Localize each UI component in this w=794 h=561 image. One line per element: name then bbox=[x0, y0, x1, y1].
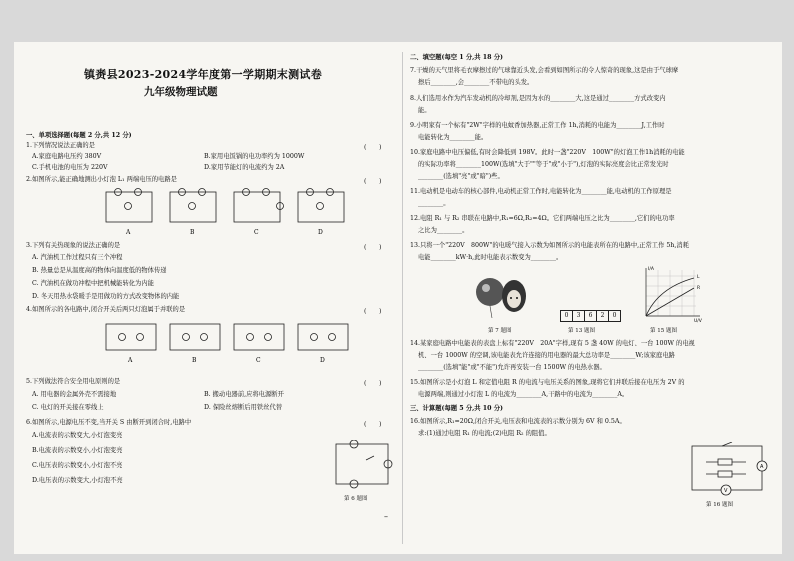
q9-line2: 电能转化为________能。 bbox=[418, 134, 488, 141]
meter-digit: 2 bbox=[597, 311, 609, 321]
q2-label-d: D bbox=[318, 229, 323, 236]
q1-option-d: D.家用节能灯的电流约为 2A bbox=[204, 164, 285, 171]
q4-label-d: D bbox=[320, 357, 325, 364]
q16-figure-caption: 第 16 题图 bbox=[706, 502, 733, 508]
q2-label-a: A bbox=[126, 229, 131, 236]
meter-digit: 6 bbox=[585, 311, 597, 321]
q7-balloon-figure bbox=[470, 268, 536, 320]
q5-option-c: C. 电灯的开关接在零线上 bbox=[32, 404, 104, 411]
page-dot: – bbox=[384, 512, 388, 521]
section1-heading: 一、单项选择题(每题 2 分,共 12 分) bbox=[26, 132, 132, 139]
q9-line1: 9.小明家有一个标有"2W"字样的电蚊香加热器,正常工作 1h,消耗的电能为________J,工作时 bbox=[410, 122, 665, 129]
q12-line1: 12.电阻 R₁ 与 R₂ 串联在电路中,R₁=6Ω,R₂=4Ω。它们两端电压之比为________,它们的电功率 bbox=[410, 215, 675, 222]
q13-meter-display bbox=[560, 310, 621, 322]
q3-option-a: A. 汽油机工作过程只有三个冲程 bbox=[32, 254, 123, 261]
q4-label-c: C bbox=[256, 357, 261, 364]
q3-option-d: D. 冬天用热水袋暖手是用做功的方式改变物体的内能 bbox=[32, 293, 180, 300]
q4-circuit-diagrams bbox=[104, 316, 364, 366]
meter-digit: 0 bbox=[561, 311, 573, 321]
q7-line1: 7.干燥的天气里将毛衣摩擦过的气球靠近头发,会看到如图所示的令人惊奇的现象,这是由于气球摩 bbox=[410, 67, 679, 74]
q6-stem: 6.如图所示,电源电压不变,当开关 S 由断开到闭合时,电路中 bbox=[26, 419, 192, 426]
svg-text:V: V bbox=[724, 488, 728, 494]
q12-line2: 之比为________。 bbox=[418, 227, 469, 234]
q11-line2: ________。 bbox=[418, 200, 450, 207]
q6-figure-caption: 第 6 题图 bbox=[344, 496, 368, 502]
q16-line1: 16.如图所示,R₁=20Ω,闭合开关,电压表和电流表的示数分别为 6V 和 0.5A。 bbox=[410, 418, 626, 425]
exam-subtitle: 九年级物理试题 bbox=[144, 86, 218, 98]
q5-option-b: B. 搬动电器前,应将电源断开 bbox=[204, 391, 284, 398]
section3-heading: 三、计算题(每题 5 分,共 10 分) bbox=[410, 405, 504, 412]
q14-line3: ________(选填"能"或"不能")允许再安装一台 1500W 的电热水器。 bbox=[418, 364, 606, 371]
q6-option-d: D.电压表的示数变大,小灯泡不亮 bbox=[32, 477, 123, 484]
q1-answer-paren: ( ) bbox=[364, 144, 382, 151]
q14-line1: 14.某家庭电路中电能表的表盘上标有"220V 20A"字样,现有 5 盏 40W 的电灯、一台 100W 的电视 bbox=[410, 340, 695, 347]
q5-option-a: A. 用电器的金属外壳不需接地 bbox=[32, 391, 117, 398]
q3-option-c: C. 汽油机在做功冲程中把机械能转化为内能 bbox=[32, 280, 154, 287]
q4-answer-paren: ( ) bbox=[364, 308, 382, 315]
q6-option-b: B.电流表的示数变小,小灯泡变亮 bbox=[32, 447, 123, 454]
q14-line2: 机、一台 1000W 的空调,该电能表允许连接的用电器的最大总功率是________W;该家庭电路 bbox=[418, 352, 675, 359]
q7-figure-caption: 第 7 题图 bbox=[488, 328, 512, 334]
q2-answer-paren: ( ) bbox=[364, 178, 382, 185]
exam-title: 镇赉县2023-2024学年度第一学期期末测试卷 bbox=[84, 68, 322, 81]
exam-sheet bbox=[14, 42, 782, 554]
q15-line2: 电源两端,则通过小灯泡 L 的电流为________A,干路中的电流为________A。 bbox=[418, 391, 629, 398]
q5-answer-paren: ( ) bbox=[364, 380, 382, 387]
svg-text:A: A bbox=[760, 464, 764, 470]
q5-stem: 5.下列做法符合安全用电原则的是 bbox=[26, 378, 121, 385]
q3-option-b: B. 热量总是从温度高的物体向温度低的物体传递 bbox=[32, 267, 167, 274]
q2-stem: 2.如图所示,能正确地测出小灯泡 L₁ 两端电压的电路是 bbox=[26, 176, 177, 183]
meter-digit: 0 bbox=[612, 312, 617, 319]
q10-line1: 10.家庭电路中电压偏低,有时会降低到 198V。此时一盏"220V 100W"的灯泡工作1h消耗的电能 bbox=[410, 149, 685, 156]
q4-label-a: A bbox=[128, 357, 133, 364]
q16-line2: 求:(1)通过电阻 R₁ 的电流;(2)电阻 R₂ 的阻值。 bbox=[418, 430, 551, 437]
q3-answer-paren: ( ) bbox=[364, 244, 382, 251]
q13-figure-caption: 第 13 题图 bbox=[568, 328, 595, 334]
q1-option-a: A.家庭电路电压约 380V bbox=[32, 153, 102, 160]
q2-circuit-diagrams bbox=[104, 186, 364, 236]
section2-heading: 二、填空题(每空 1 分,共 18 分) bbox=[410, 54, 504, 61]
q5-option-d: D. 保险丝熔断后用铁丝代替 bbox=[204, 404, 283, 411]
q8-line2: 能。 bbox=[418, 107, 431, 114]
q2-label-c: C bbox=[254, 229, 259, 236]
q8-line1: 8.人们选用水作为汽车发动机的冷却剂,是因为水的________大,这是通过________方式改变内 bbox=[410, 95, 666, 102]
q6-option-c: C.电压表的示数变小,小灯泡不亮 bbox=[32, 462, 123, 469]
q16-circuit-diagram bbox=[686, 442, 768, 498]
q10-line3: ________(选填"亮"或"暗")些。 bbox=[418, 173, 504, 180]
q15-figure-caption: 第 15 题图 bbox=[650, 328, 677, 334]
meter-digit: 3 bbox=[573, 311, 585, 321]
q6-answer-paren: ( ) bbox=[364, 421, 382, 428]
page-divider bbox=[402, 52, 403, 544]
q15-line1: 15.如图所示是小灯泡 L 和定值电阻 R 的电流与电压关系的图象,现将它们并联后接在电压为 2V 的 bbox=[410, 379, 685, 386]
q10-line2: 的实际功率将________100W(选填"大于""等于"或"小于"),灯泡的实际亮度会比正常发光时 bbox=[418, 161, 669, 168]
graph-x-label: U/V bbox=[694, 319, 702, 324]
q15-iu-graph bbox=[636, 264, 706, 324]
q6-circuit-diagram bbox=[332, 440, 396, 490]
q1-option-c: C.手机电池的电压为 220V bbox=[32, 164, 108, 171]
q4-label-b: B bbox=[192, 357, 197, 364]
q1-option-b: B.家用电饭锅的电功率约为 1000W bbox=[204, 153, 305, 160]
q3-stem: 3.下列有关热现象的说法正确的是 bbox=[26, 242, 121, 249]
q4-stem: 4.如图所示的各电路中,闭合开关后两只灯泡属于并联的是 bbox=[26, 306, 186, 313]
q13-line1: 13.只将一个"220V 800W"的电暖气接入示数为如图所示的电能表所在的电路中,正常工作 5h,消耗 bbox=[410, 242, 690, 249]
graph-curve-l-label: L bbox=[697, 275, 700, 280]
graph-y-label: I/A bbox=[648, 267, 654, 272]
graph-line-r-label: R bbox=[697, 286, 701, 291]
q6-option-a: A.电流表的示数变大,小灯泡变亮 bbox=[32, 432, 123, 439]
q7-line2: 擦后________,会________不带电的头发。 bbox=[418, 79, 534, 86]
q11-line1: 11.电动机是电动车的核心部件,电动机正常工作时,电能转化为________能,电动机的工作原理是 bbox=[410, 188, 672, 195]
q13-line2: 电能________kW·h,此时电能表示数变为________。 bbox=[418, 254, 563, 261]
q2-label-b: B bbox=[190, 229, 195, 236]
q1-stem: 1.下列情况说法正确的是 bbox=[26, 142, 95, 149]
